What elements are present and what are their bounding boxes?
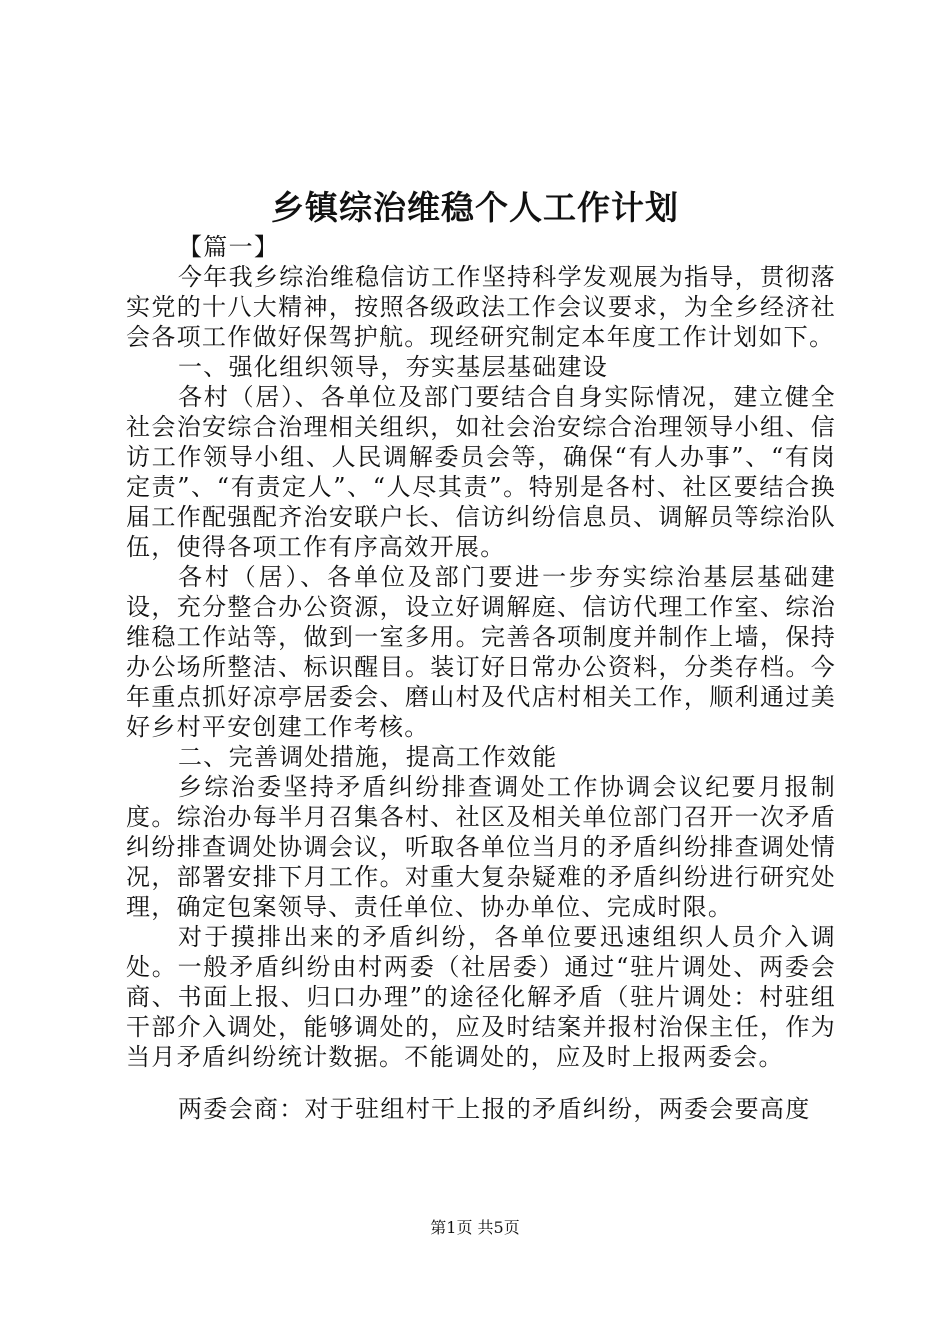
body-paragraph: 对于摸排出来的矛盾纠纷，各单位要迅速组织人员介入调处。一般矛盾纠纷由村两委（社居委）通过“驻片调处、两委会商、书面上报、归口办理”的途径化解矛盾（驻片调处：村驻组干部介入调处，能够调处的，应及时结案并报村治保主任，作为当月矛盾纠纷统计数据。不能调处的，应及时上报两委会。 <box>126 923 836 1071</box>
body-paragraph: 各村（居）、各单位及部门要进一步夯实综治基层基础建设，充分整合办公资源，设立好调解庭、信访代理工作室、综治维稳工作站等，做到一室多用。完善各项制度并制作上墙，保持办公场所整洁、标识醒目。装订好日常办公资料，分类存档。今年重点抓好凉亭居委会、磨山村及代店村相关工作，顺利通过美好乡村平安创建工作考核。 <box>126 563 836 741</box>
section-label: 【篇一】 <box>178 233 280 261</box>
section-heading: 一、强化组织领导，夯实基层基础建设 <box>178 353 609 381</box>
body-paragraph: 乡综治委坚持矛盾纠纷排查调处工作协调会议纪要月报制度。综治办每半月召集各村、社区及相关单位部门召开一次矛盾纠纷排查调处协调会议，听取各单位当月的矛盾纠纷排查调处情况，部署安排下月工作。对重大复杂疑难的矛盾纠纷进行研究处理，确定包案领导、责任单位、协办单位、完成时限。 <box>126 773 836 921</box>
section-heading: 二、完善调处措施，提高工作效能 <box>178 743 558 771</box>
body-paragraph: 各村（居）、各单位及部门要结合自身实际情况，建立健全社会治安综合治理相关组织，如社会治安综合治理领导小组、信访工作领导小组、人民调解委员会等，确保“有人办事”、“有岗定责”、“有责定人”、“人尽其责”。特别是各村、社区要结合换届工作配强配齐治安联户长、信访纠纷信息员、调解员等综治队伍，使得各项工作有序高效开展。 <box>126 383 836 561</box>
document-body <box>126 232 836 1124</box>
document-title: 乡镇综治维稳个人工作计划 <box>271 188 679 227</box>
body-paragraph: 今年我乡综治维稳信访工作坚持科学发观展为指导，贯彻落实党的十八大精神，按照各级政法工作会议要求，为全乡经济社会各项工作做好保驾护航。现经研究制定本年度工作计划如下。 <box>126 263 836 351</box>
body-paragraph: 两委会商：对于驻组村干上报的矛盾纠纷，两委会要高度 <box>178 1095 811 1123</box>
page-number: 第1页 共5页 <box>430 1218 520 1237</box>
